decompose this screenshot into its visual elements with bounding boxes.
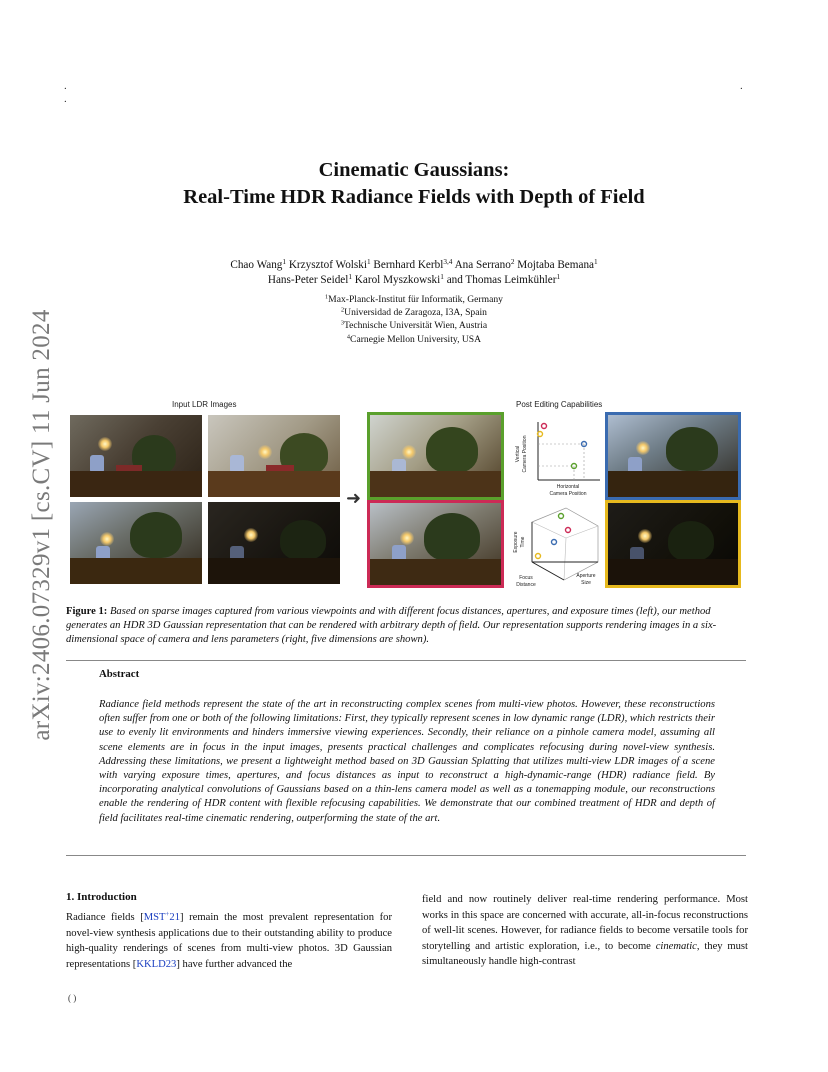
plot-ylabel: Vertical [515,445,521,463]
input-photo [208,502,340,584]
render-yellow [608,503,738,585]
render-red [370,503,501,585]
citation-link[interactable]: KKLD23 [136,958,177,970]
cube-axis-label: Distance [516,582,536,588]
input-photo [70,502,202,584]
author: and Thomas Leimkühler$^1$ [446,273,561,286]
input-images-label: Input LDR Images [172,400,237,409]
rule [66,660,746,661]
arrow-icon: ➜ [346,488,362,509]
render-green [370,415,501,497]
affiliation: $^2$Universidad de Zaragoza, I3A, Spain [341,306,487,318]
margin-mark: . [64,93,67,105]
affiliation: $^1$Max-Planck-Institut für Informatik, Germany [325,293,503,305]
affiliation: $^4$Carnegie Mellon University, USA [346,333,482,345]
citation-link[interactable]: MST+21 [143,911,180,923]
margin-mark: . [740,80,743,92]
arxiv-identifier: arXiv:2406.07329v1 [cs.CV] 11 Jun 2024 [28,309,55,741]
author: Ana Serrano$^2$ [454,258,515,271]
cube-axis-label: Time [520,536,526,548]
plot-ylabel: Camera Position [522,435,528,473]
figure-caption: Figure 1: Based on sparse images captured from various viewpoints and with different focus distances, apertures, and exposure times (left), our method generates an HDR 3D Gaussian representation that can be rendered with arbitrary depth of field. Our representation supports rendering images in a six-dimensional space of camera and lens parameters (right, five dimensions are shown). [66,606,717,646]
plot-xlabel: Horizontal [556,484,580,490]
authors-line-2 [0,273,828,289]
paper-title-line-2: Real-Time HDR Radiance Fields with Depth of Field [183,186,645,208]
rule [66,855,746,856]
paper-title-line-1: Cinematic Gaussians: [318,159,510,181]
render-blue [608,415,738,497]
footer-mark: ( ) [68,993,77,1003]
cube-axis-label: Focus [519,575,533,581]
cube-axis-label: Exposure [513,531,519,553]
teaser-figure [66,398,746,594]
cube-axis-label: Aperture [576,573,596,579]
intro-right-column: field and now routinely deliver real-time rendering performance. Most works in this space are concerned with accurate, all-in-focus reconstructions of well-lit scenes. However, for radiance fields to become versatile tools for storytelling and artistic exploration, i.e., to become cinematic, they must simultaneously handle high-contrast [422,894,748,968]
affiliation: $^3$Technische Universität Wien, Austria [340,319,488,331]
post-editing-label: Post Editing Capabilities [516,400,603,409]
intro-left-column: Radiance fields [MST+21] remain the most prevalent representation for novel-view synthesis applications due to their outstanding ability to produce high-quality renderings of scenes from multi-view photos. 3D Gaussian representations [KKLD23] have further advanced the [66,911,392,970]
author: Hans-Peter Seidel$^1$ [267,273,352,286]
arxiv-sidebar [22,290,62,760]
input-photo [70,415,202,497]
abstract-body: Radiance field methods represent the state of the art in reconstructing complex scenes from multi-view photos. However, these reconstructions often suffer from one or both of the following limitations: First, they typically represent scenes in low dynamic range (LDR), which restricts their use to evenly lit environments and hinders immersive viewing experiences. Secondly, their reliance on a pinhole camera model, assuming all scene elements are in focus in the input images, presents practical challenges and complicates refocusing during novel-view synthesis. Addressing these limitations, we present a lightweight method based on 3D Gaussian Splatting that utilizes multi-view LDR images of a scene with varying exposure times, apertures, and focus distances as input to reconstruct a high-dynamic-range (HDR) radiance field. By incorporating analytical convolutions of Gaussians based on a thin-lens camera model as well as a tonemapping module, our reconstructions enable the rendering of HDR content with flexible refocusing capabilities. We demonstrate that our combined treatment of HDR and depth of field facilitates real-time cinematic rendering, outperforming the state of the art. [99,699,715,824]
author: Chao Wang$^1$ [230,258,287,271]
author: Bernhard Kerbl$^{3,4}$ [373,258,453,271]
authors-line-1 [0,258,828,274]
author: Mojtaba Bemana$^1$ [517,258,598,271]
input-photo [208,415,340,497]
margin-mark: . [64,80,67,92]
author: Krzysztof Wolski$^1$ [288,258,371,271]
camera-position-plot [504,414,606,498]
cube-axis-label: Size [581,580,591,586]
abstract-heading: Abstract [99,668,140,680]
section-heading: 1. Introduction [66,891,137,903]
plot-xlabel: Camera Position [549,491,587,497]
lens-parameter-cube [504,500,606,592]
author: Karol Myszkowski$^1$ [354,273,444,286]
